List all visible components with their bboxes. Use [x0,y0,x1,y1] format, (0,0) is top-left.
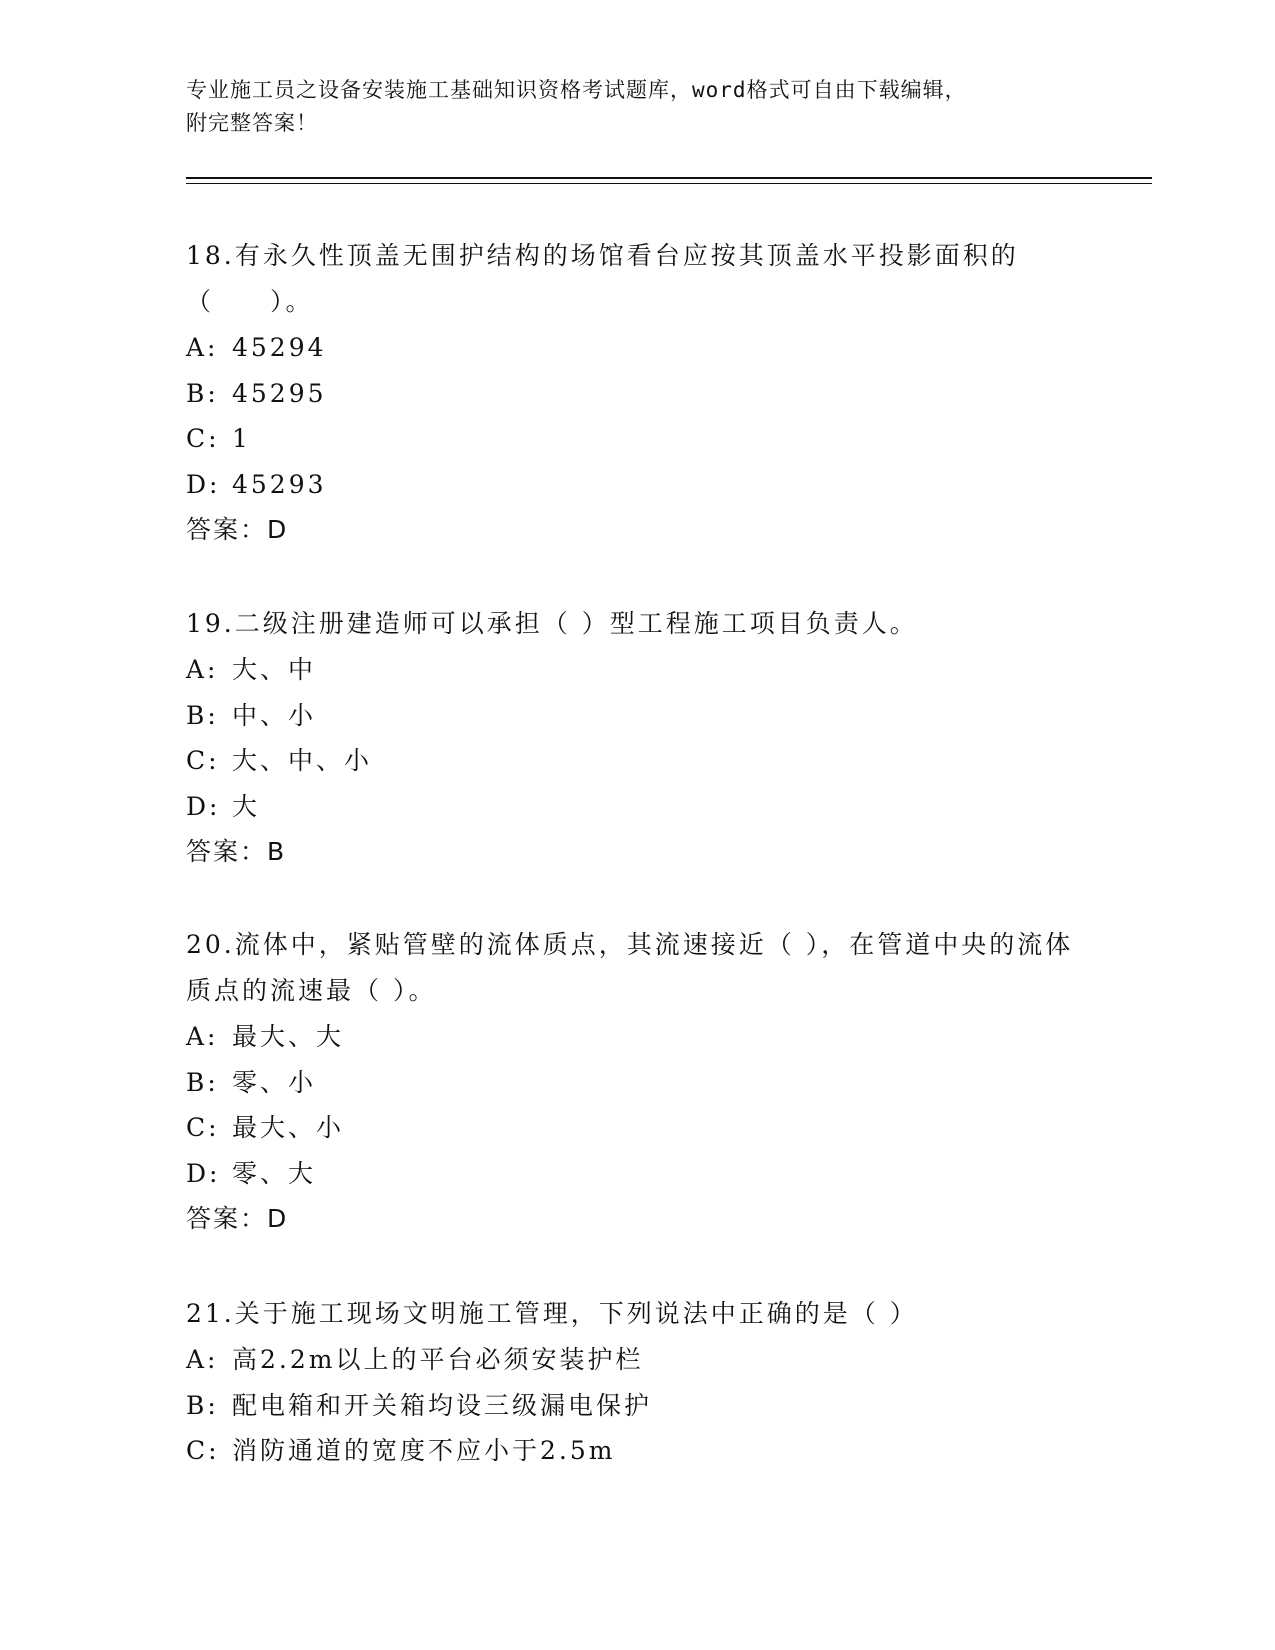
option-c [186,416,1086,462]
option-letter: C: [186,746,220,775]
option-letter: A: [186,655,219,684]
question-20 [186,922,1086,1242]
option-d [186,784,1086,830]
option-letter: B: [186,700,219,730]
question-stem: 19.二级注册建造师可以承担（ ）型工程施工项目负责人。 [186,609,918,638]
option-b [186,1060,1086,1106]
option-a [186,1337,1086,1383]
option-letter: B: [186,378,219,408]
option-letter: A: [186,1022,219,1051]
answer-line: 答案：D [186,1204,289,1233]
header-divider-thick [186,177,1152,179]
option-letter: D: [186,1158,221,1188]
option-text: 1 [232,424,251,453]
question-21 [186,1291,1086,1474]
option-c [186,1105,1086,1151]
option-text: 45295 [232,378,327,408]
header-divider-thin [186,183,1152,184]
option-letter: C: [186,1113,220,1142]
option-text: 高2.2m以上的平台必须安装护栏 [232,1345,644,1374]
option-letter: C: [186,1436,220,1465]
option-a [186,325,1086,371]
option-b [186,1383,1086,1429]
option-text: 大、中、小 [232,746,373,775]
option-text: 最大、大 [232,1022,345,1051]
option-a [186,1014,1086,1060]
option-letter: B: [186,1067,219,1097]
option-c [186,1428,1086,1474]
option-c [186,738,1086,784]
document-header [186,74,1086,140]
question-stem: 21.关于施工现场文明施工管理，下列说法中正确的是（ ） [186,1299,918,1328]
option-letter: A: [186,333,219,362]
option-d [186,462,1086,508]
option-letter: D: [186,791,221,821]
question-18 [186,233,1086,553]
option-text: 零、小 [232,1067,317,1097]
header-line-1: 专业施工员之设备安装施工基础知识资格考试题库，word格式可自由下载编辑， [186,78,967,102]
option-text: 大 [232,791,261,821]
option-text: 45294 [232,333,327,362]
option-text: 配电箱和开关箱均设三级漏电保护 [232,1390,653,1420]
option-letter: C: [186,424,220,453]
question-19 [186,601,1086,875]
option-text: 45293 [232,469,327,499]
answer-line: 答案：D [186,515,289,544]
option-d [186,1151,1086,1197]
option-a [186,647,1086,693]
option-b [186,693,1086,739]
question-stem: 18.有永久性顶盖无围护结构的场馆看台应按其顶盖水平投影面积的（ ）。 [186,241,1019,316]
option-text: 大、中 [232,655,317,684]
option-letter: B: [186,1390,219,1420]
answer-line: 答案：B [186,837,287,866]
header-line-2: 附完整答案！ [186,111,318,135]
option-text: 零、大 [232,1158,317,1188]
option-letter: A: [186,1345,219,1374]
option-text: 消防通道的宽度不应小于2.5m [232,1436,616,1465]
option-letter: D: [186,469,221,499]
question-stem: 20.流体中，紧贴管壁的流体质点，其流速接近（ ），在管道中央的流体质点的流速最（ ）。 [186,930,1074,1005]
option-text: 最大、小 [232,1113,345,1142]
option-text: 中、小 [232,700,317,730]
option-b [186,371,1086,417]
